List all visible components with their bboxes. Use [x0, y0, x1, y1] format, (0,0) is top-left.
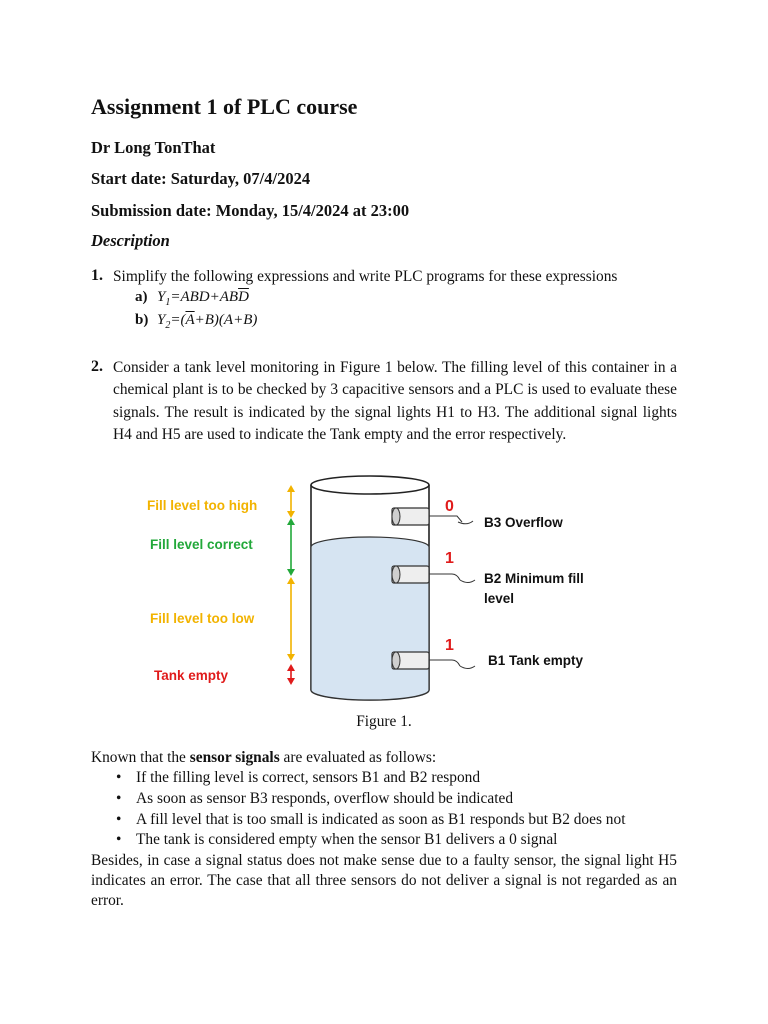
y1-subscript: 1 [165, 297, 171, 308]
label-too-high: Fill level too high [147, 498, 258, 513]
sensor-b1-state: 1 [445, 637, 454, 654]
y2-subscript: 2 [165, 320, 171, 331]
label-empty: Tank empty [154, 668, 229, 683]
submission-date: Submission date: Monday, 15/4/2024 at 23:00 [91, 201, 410, 220]
known-bold: sensor signals [189, 749, 280, 766]
y2-expression-start: =( [170, 312, 186, 328]
sensor-b3-cap [392, 508, 400, 525]
question-1a-label: a) [135, 289, 148, 305]
description-heading: Description [91, 231, 170, 250]
question-1-number: 1. [91, 267, 103, 284]
y1-symbol: Y [157, 289, 166, 305]
tank-water [311, 537, 429, 700]
list-item: • As soon as sensor B3 responds, overflow should be indicated [91, 789, 625, 810]
tank-top [311, 476, 429, 494]
y1-overlined-term: $\overline{D}$ [238, 289, 249, 305]
question-1-text: Simplify the following expressions and write PLC programs for these expressions [113, 268, 618, 285]
error-paragraph: Besides, in case a signal status does not make sense due to a faulty sensor, the signal light H5 indicates an error. The case that all three sensors do not deliver a signal is not regarded as an error. [91, 852, 677, 909]
sensor-b3-state: 0 [445, 498, 454, 515]
sensor-b2-state: 1 [445, 550, 454, 567]
author: Dr Long TonThat [91, 138, 216, 157]
label-too-low: Fill level too low [150, 611, 255, 626]
question-1a [135, 289, 249, 308]
y1-expression: =ABD+AB [170, 289, 239, 305]
known-intro [91, 749, 436, 767]
question-1b [135, 312, 257, 331]
page-title: Assignment 1 of PLC course [91, 94, 358, 119]
start-date: Start date: Saturday, 07/4/2024 [91, 169, 311, 188]
sensor-rules-list [91, 768, 625, 851]
label-correct: Fill level correct [150, 537, 253, 552]
expression-y1 [157, 289, 249, 308]
figure-caption: Figure 1. [356, 713, 412, 730]
known-suffix: are evaluated as follows: [279, 749, 437, 766]
list-item: • The tank is considered empty when the sensor B1 delivers a 0 signal [91, 830, 625, 851]
sensor-b1-label: B1 Tank empty [488, 653, 584, 668]
question-2-number: 2. [91, 358, 103, 375]
y2-expression-end: +B)(A+B) [194, 312, 258, 328]
sensor-b1-cap [392, 652, 400, 669]
sensor-b3-label: B3 Overflow [484, 515, 563, 530]
known-prefix: Known that the [91, 749, 190, 766]
y2-overlined-term: $\overline{A}$ [185, 312, 195, 328]
list-item: • If the filling level is correct, sensors B1 and B2 respond [91, 768, 625, 789]
sensor-b2-label-line2: level [484, 591, 515, 606]
sensor-b2-label-line1: B2 Minimum fill [484, 571, 584, 586]
question-1b-label: b) [135, 312, 149, 328]
tank-figure [140, 470, 620, 705]
sensor-b2-cap [392, 566, 400, 583]
list-item: • A fill level that is too small is indicated as soon as B1 responds but B2 does not [91, 810, 625, 831]
y2-symbol: Y [157, 312, 166, 328]
expression-y2 [157, 312, 258, 331]
question-2-text: Consider a tank level monitoring in Figure 1 below. The filling level of this container in a chemical plant is to be checked by 3 capacitive sensors and a PLC is used to evaluate these signals. The result is indicated by the signal lights H1 to H3. The additional signal lights H4 and H5 are used to indicate the Tank empty and the error respectively. [113, 359, 677, 443]
